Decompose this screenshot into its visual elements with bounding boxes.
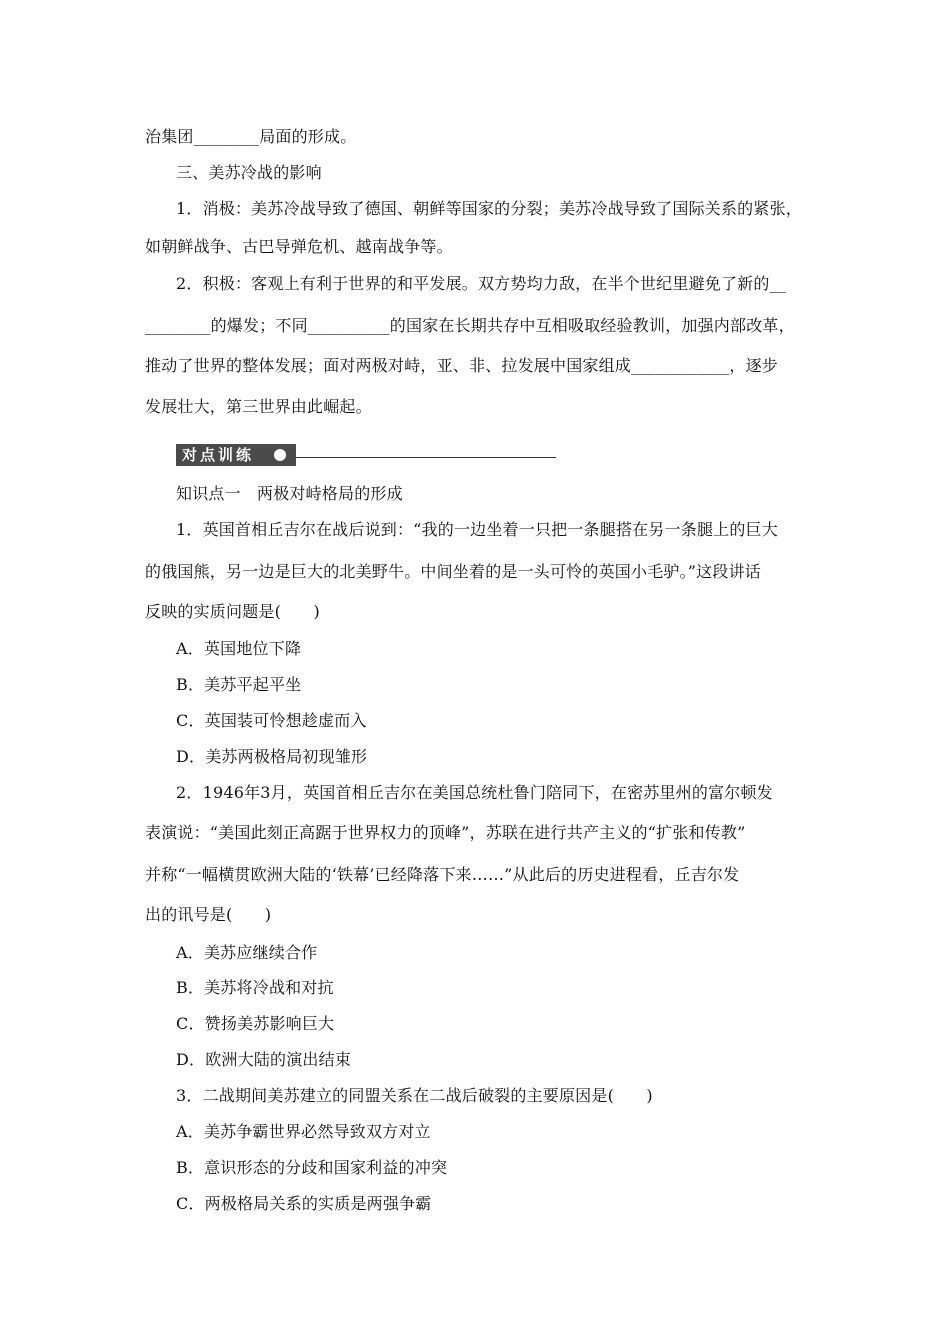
text-line: 如朝鲜战争、古巴导弹危机、越南战争等。 — [145, 237, 453, 256]
question-1-stem: 1．英国首相丘吉尔在战后说到：“我的一边坐着一只把一条腿搭在另一条腿上的巨大 — [176, 520, 778, 539]
text-line: 治集团________局面的形成。 — [145, 127, 357, 146]
knowledge-point-heading: 知识点一 两极对峙格局的形成 — [176, 484, 403, 503]
question-2-option-c: C．赞扬美苏影响巨大 — [176, 1014, 335, 1033]
question-3-option-a: A．美苏争霸世界必然导致双方对立 — [176, 1122, 431, 1141]
question-2-stem: 出的讯号是( ) — [145, 905, 272, 924]
question-1-stem: 反映的实质问题是( ) — [145, 602, 320, 621]
question-1-option-a: A．英国地位下降 — [176, 639, 302, 658]
question-2-option-a: A．美苏应继续合作 — [176, 943, 318, 962]
question-2-option-d: D．欧洲大陆的演出结束 — [176, 1050, 352, 1069]
text-line: 1．消极：美苏冷战导致了德国、朝鲜等国家的分裂；美苏冷战导致了国际关系的紧张， — [176, 199, 802, 218]
question-2-stem: 并称“一幅横贯欧洲大陆的‘铁幕’已经降落下来……”从此后的历史进程看，丘吉尔发 — [145, 865, 740, 884]
question-3-stem: 3．二战期间美苏建立的同盟关系在二战后破裂的主要原因是( ) — [176, 1086, 653, 1105]
text-line: 2．积极：客观上有利于世界的和平发展。双方势均力敌，在半个世纪里避免了新的__ — [176, 274, 786, 293]
question-2-stem: 表演说：“美国此刻正高踞于世界权力的顶峰”，苏联在进行共产主义的“扩张和传教” — [145, 823, 746, 842]
question-2-stem: 2．1946年3月，英国首相丘吉尔在美国总统杜鲁门陪同下，在密苏里州的富尔顿发 — [176, 783, 773, 802]
bullet-dot-icon — [274, 449, 286, 461]
section-heading: 三、美苏冷战的影响 — [176, 163, 322, 182]
question-1-stem: 的俄国熊，另一边是巨大的北美野牛。中间坐着的是一头可怜的英国小毛驴。”这段讲话 — [145, 562, 761, 581]
text-line: ________的爆发；不同__________的国家在长期共存中互相吸取经验教训，加强内部改革， — [145, 316, 795, 335]
text-line: 推动了世界的整体发展；面对两极对峙，亚、非、拉发展中国家组成____________，逐步 — [145, 356, 779, 375]
question-3-option-c: C．两极格局关系的实质是两强争霸 — [176, 1194, 432, 1213]
question-1-option-b: B．美苏平起平坐 — [176, 675, 302, 694]
banner-divider — [296, 457, 556, 458]
practice-banner — [176, 444, 556, 466]
question-2-option-b: B．美苏将冷战和对抗 — [176, 978, 334, 997]
question-1-option-c: C．英国装可怜想趁虚而入 — [176, 711, 367, 730]
question-3-option-b: B．意识形态的分歧和国家利益的冲突 — [176, 1158, 448, 1177]
text-line: 发展壮大，第三世界由此崛起。 — [145, 397, 372, 416]
question-1-option-d: D．美苏两极格局初现雏形 — [176, 747, 368, 766]
banner-label: 对点训练 — [182, 446, 255, 464]
